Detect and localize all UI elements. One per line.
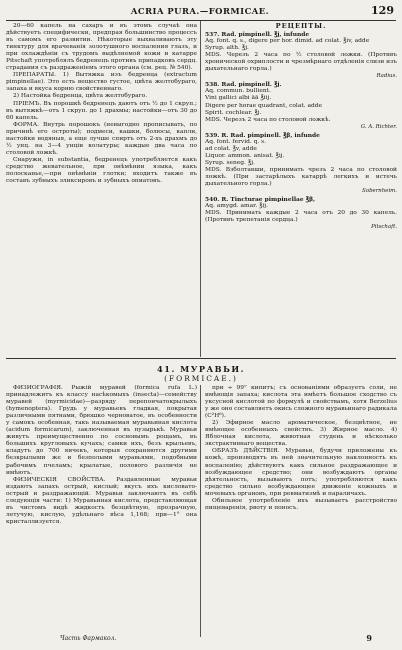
footer-signature: Часть Фармакол. <box>60 635 117 642</box>
recipe-line: 539. R. Rad. pimpinell. ℥β, infunde <box>205 131 320 139</box>
recipe-author: Pitschaft. <box>371 224 397 231</box>
recipe <box>205 31 397 80</box>
recipe <box>205 132 397 195</box>
recipe-line: 540. R. Tincturae pimpinellae ℥β, <box>205 196 316 204</box>
recipe-line: Aq. amygd. amar. ℥ij. <box>205 203 268 210</box>
recipe-line: Vini gallici albi āā ℥iij. <box>205 95 272 102</box>
section-subtitle: (FORMICAE.) <box>164 374 238 383</box>
paragraph: Снаружи, in substantia, бедренецъ употребляется какъ средство жевательное, при онѣмѣнии языка, какъ полосканье,—при онѣмѣніи глотки; входитъ также въ составъ зубныхъ эликсировъ и зубныхъ опиатовъ. <box>6 156 197 185</box>
header-title: ACRIA PURA.—FORMICAE. <box>130 6 270 16</box>
recipe-line: Aq. font. fervid. q. s. <box>205 138 267 145</box>
paragraph: ОБРАЗЪ ДѢЙСТВІЯ. Муравьи, будучи приложены къ кожѣ, производятъ въ ней значительную наклонность къ воспаленію; дѣйствуютъ какъ сильное раздражающее и возбуждающее средство; они возбуждаютъ органы дѣятельность, вызываютъ потъ; употребляются какъ средство сильно возбуждающее движеніе кожныхъ и мочевыхъ органовъ, при ревматизмѣ и параличахъ. <box>205 448 397 497</box>
column-divider-lower <box>200 385 201 637</box>
paragraph: при ÷ 99° кипитъ; съ основаніями образуетъ соли, не имѣющія запаха; кислота эта имѣетъ большое сходство съ уксусной кислотой по формулѣ и свойствамъ, хотя Berzelius у же оно составляетъ окись сложного муравьинаго радикала (C²H⁶). <box>205 385 397 420</box>
bottom-right-column <box>205 385 397 631</box>
recipe-line: Aq. font. q. s., digere per hor. dimid. ad colat. ℥iv, adde <box>205 38 370 45</box>
recipe-line: MDS. Взболтавши, принимать чрезъ 2 часа по столовой ложкѣ. (При застарѣлыхъ катаррѣ легкихъ и истечь дыхательного горла.) <box>205 166 397 188</box>
signature-number: 9 <box>366 633 372 643</box>
recipe-author: Radius. <box>376 73 397 80</box>
recipes-list <box>205 31 397 231</box>
paragraph: ПРІЕМЪ. Въ порошкѣ бедренецъ даютъ отъ ½ до 1 скруп.; въ вытяжкѣ—отъ 1 скруп. до 1 драхмы; настойки—отъ 30 до 60 капель. <box>6 100 197 121</box>
bottom-left-column <box>6 385 197 631</box>
recipe <box>205 196 397 231</box>
header-rule <box>6 20 396 21</box>
running-header <box>6 6 394 20</box>
recipe-line: MDS. Черезъ 2 часа по столовой ложкѣ. <box>205 116 331 123</box>
recipe-line: Digere per horae quadrant, colat. adde <box>205 102 322 109</box>
left-column <box>6 23 197 356</box>
section-rule <box>6 358 396 359</box>
right-column <box>205 23 397 356</box>
recipe-line: 537. Rad. pimpinell. ℥j, infunde <box>205 31 310 39</box>
recipe-author: Sobernheim. <box>362 188 397 195</box>
recipe-line: ad colat. ℥v, adde <box>205 145 257 152</box>
recipe-line: Syrup. seneg. ℥j. <box>205 159 255 166</box>
recipes-heading: РЕЦЕПТЫ. <box>275 23 327 30</box>
page-number: 129 <box>371 4 394 17</box>
column-divider <box>200 21 201 357</box>
recipe-line: Spirit. cochlear. ℥j. <box>205 109 262 116</box>
recipe-line: 538. Rad. pimpinell. ℥j. <box>205 81 282 89</box>
recipe <box>205 81 397 130</box>
paragraph: ФОРМА. Внутрь порошокъ (невыгодно прописывать, по причинѣ его остроты); подмеси, кашки, болюсы, капли, настойки водяныя, а еще лучше спиртъ отъ 2-хъ драхмъ до ½ унц. на 3—4 унціи колатуры; каждые два часа по столовой ложкѣ. <box>6 121 197 156</box>
recipe-line: Liquor. ammon. anisat. ℥ij. <box>205 152 285 159</box>
recipe-line: Syrup. alth. ℥j. <box>205 45 249 52</box>
recipe-author: G. A. Richter. <box>360 123 397 130</box>
paragraph: ФИЗИЧЕСКІЯ СВОЙСТВА. Раздавленные муравьи издаютъ запахъ острый, кислый; вкусъ ихъ кисловато-острый и раздражающій. Муравьи заключаютъ въ себѣ следующія части: 1) Муравьиная кислота, представляющая въ чистомъ видѣ жидкость безцвѣтную, прозрачную, летучую, кислую, удѣльнаго вѣса 1,168; при—1° она кристаллизуется. <box>6 476 197 525</box>
recipe-line: MDS. Черезъ 2 часа по ½ столовой ложки. (Противъ хронической охриплости и чрезмѣрнаго отдѣленія слизи изъ дыхательнаго горла.) <box>205 52 397 73</box>
recipe-line: MDS. Принимать каждые 2 часа отъ 20 до 30 капель. (Противъ трепетанія сердца.) <box>205 210 397 224</box>
paragraph: ПРЕПАРАТЫ. 1) Вытяжка изъ бедренца (extractum pimpinellae). Это есть вещество густое, цвѣта желтобураго, запаха и вкуса корню свойственнаго. <box>6 72 197 93</box>
paragraph: 2) Эфирное масло ароматическое, безцвѣтное, не имѣющее особенныхъ свойствъ. 3) Жирное масло. 4) Яблочная кислота, животная студень и нѣсколько экстрактивнаго вещества. <box>205 420 397 448</box>
paragraph: ФИЗИОГРАФІЯ. Рыжій муравей (formica rufa L.) принадлежитъ къ классу насѣкомыхъ (insecta)—семейству муравей (myrmicidae)—разряду перепончатокрылыхъ (hymenoptera). Грудь у муравьевъ гладкая, покрытая различными пятнами, брюшко черноватое, въ особенности у самокъ особенная, такъ называемая муравьиная кислота (acidum formicarum), заключенная въ пузырькѣ. Муравьи живутъ преимущественно по сосновымъ рощамъ, въ большихъ кругловыхъ кучахъ; самки ихъ, безъ крыльевъ, кладутъ до 700 яичекъ, которыя сохраняются другими безкрылыми же и безполыми муравьями, подобными рабочимъ пчеламъ; крылатые, полового различія не имѣютъ. <box>6 385 197 476</box>
section-title: 41. МУРАВЬИ. <box>157 364 245 374</box>
paragraph: 2) Настойка бедренца, цвѣта желтобураго. <box>13 93 148 100</box>
recipe-line: Aq. commun. bullient. <box>205 88 271 95</box>
paragraph: Обильное употребленіе ихъ вызываетъ расстройство пищеваренія, рвоту и поносъ. <box>205 497 397 511</box>
paragraph: 20—60 капель на сахаръ и въ этомъ случаѣ она дѣйствуетъ специфически, предпрая большинство процессъ въ самомъ его развитии. Нѣкоторые выхваливаютъ эту тинктуру для врачеванія золотушного воспаления глазъ, и при охлаждѣніи съ трудомъ выдѣлнемой кожи и катарре Pitschaft употреблялъ бедренецъ противъ припадковъ сердц. страдания съ раздраженіемъ этого органа (см. рец. № 540). <box>6 23 197 72</box>
